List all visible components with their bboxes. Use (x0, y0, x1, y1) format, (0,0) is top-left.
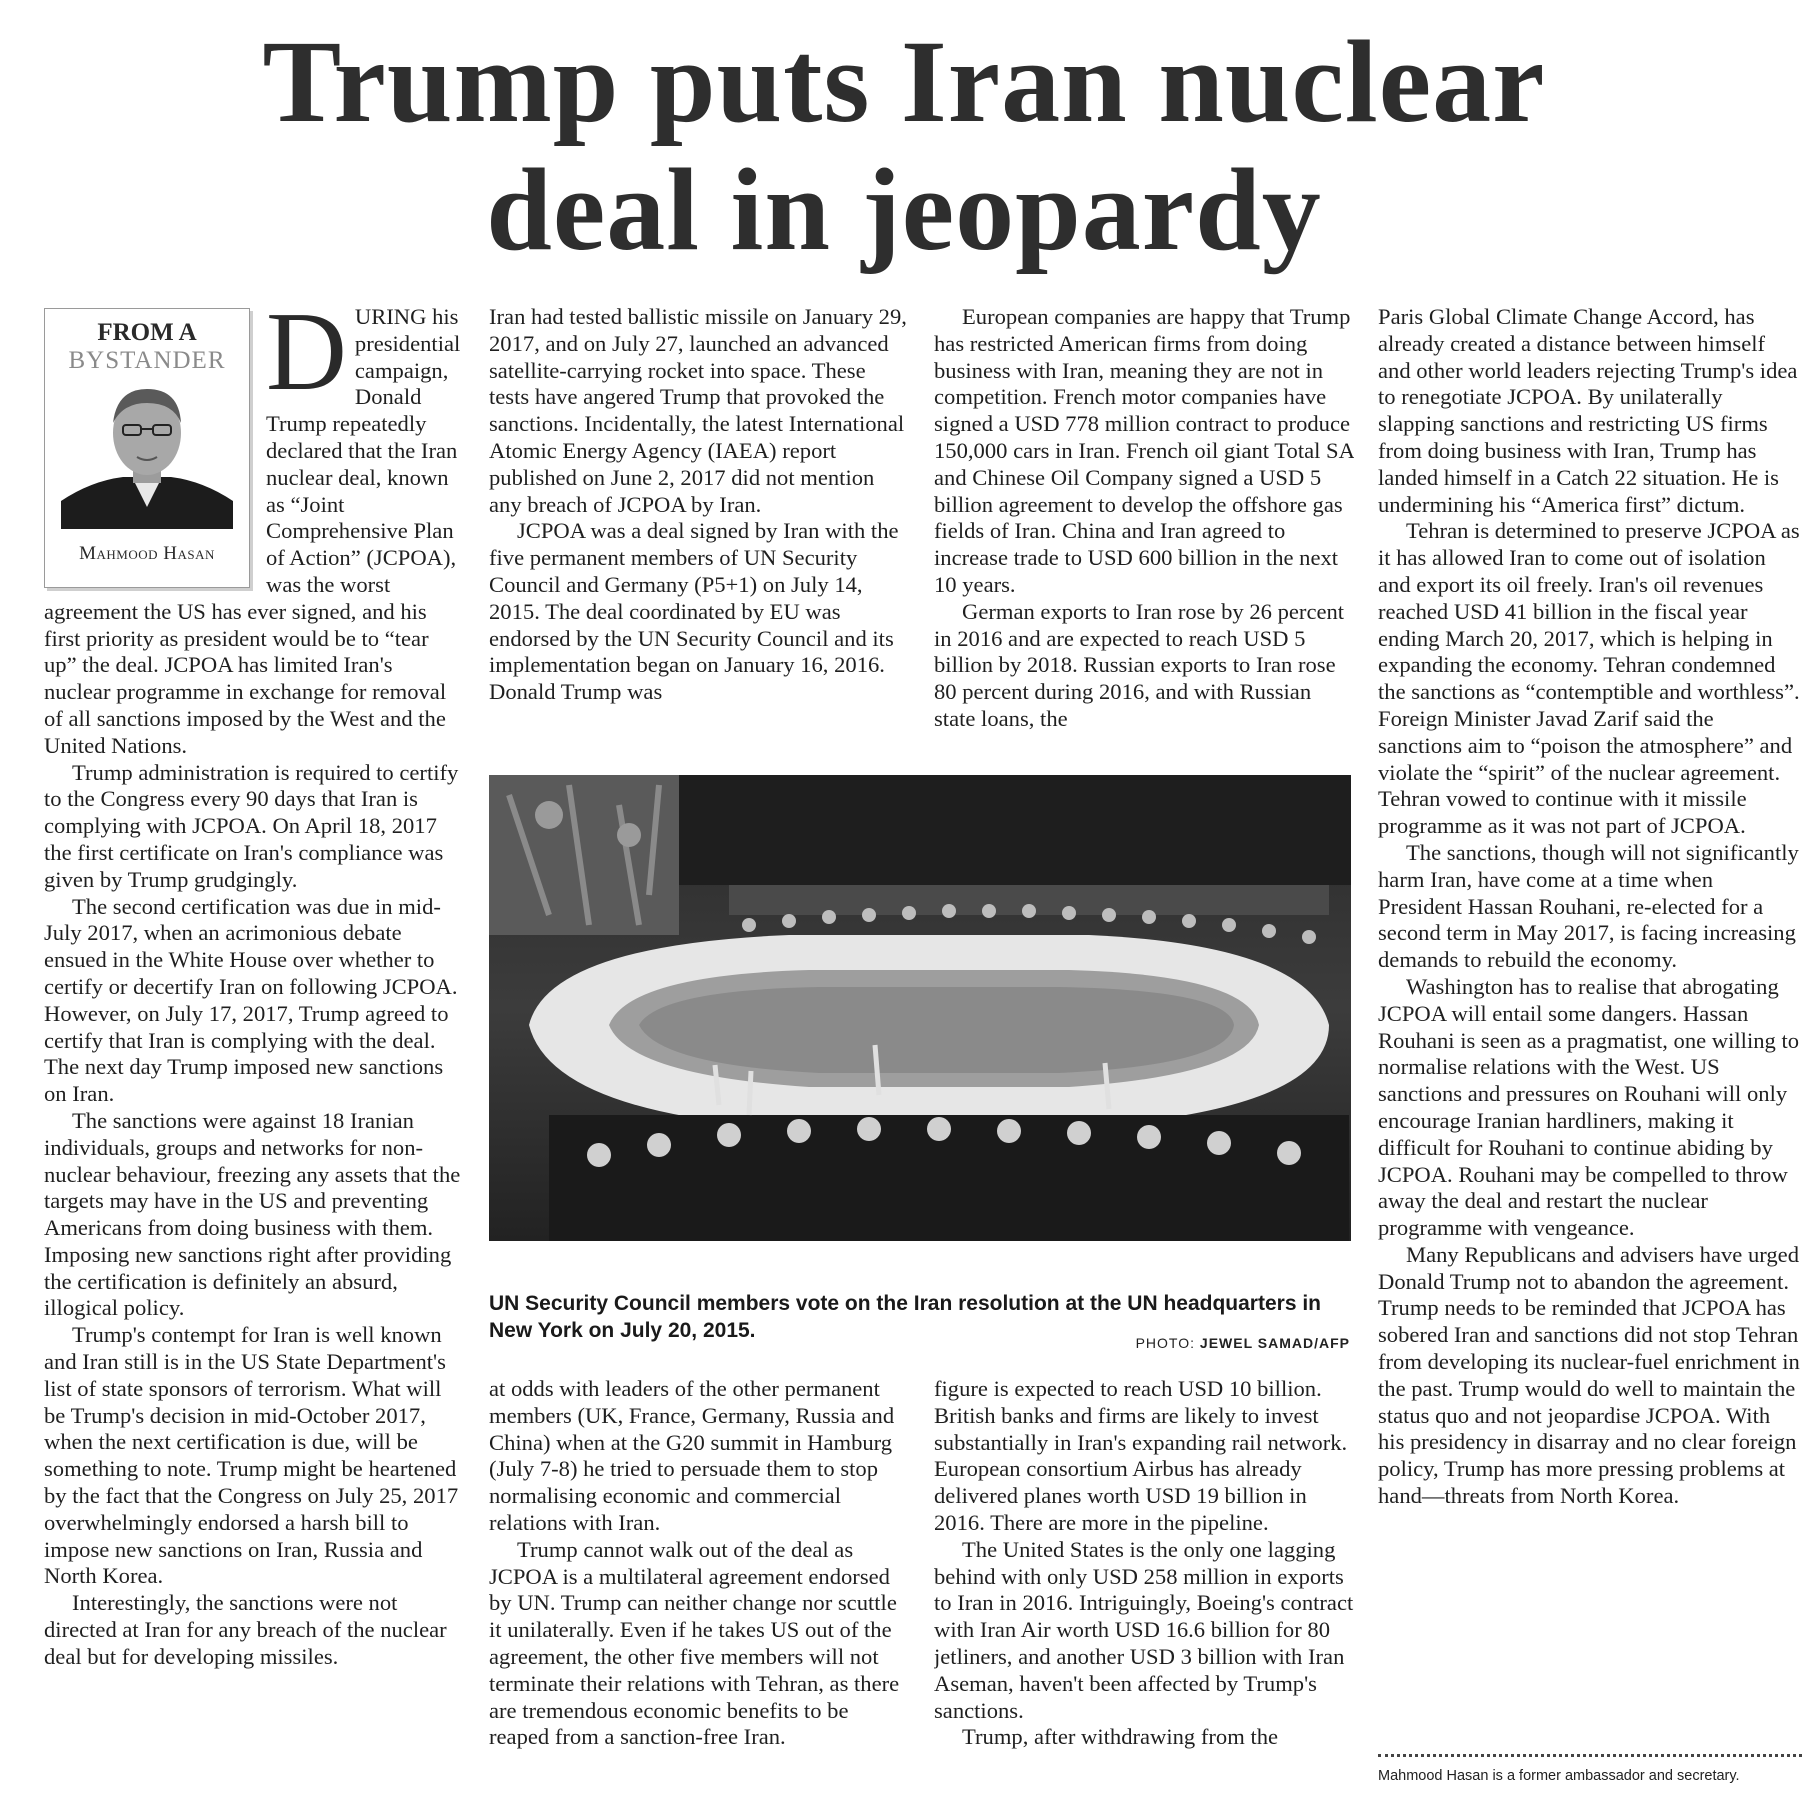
headline-line-2: deal in jeopardy (486, 144, 1322, 275)
col4-paragraph-2: Tehran is determined to preserve JCPOA as it has allowed Iran to come out of isolation and export its oil freely. Iran's oil revenues reached USD 41 billion in the fiscal year ending March 20, 2017, which is helping in expanding the economy. Tehran condemned the sanctions as “contemptible and worthless”. Foreign Minister Javad Zarif said the sanctions aim to “poison the atmosphere” and violate the “spirit” of the nuclear agreement. Tehran vowed to continue with it missile programme as it was not part of JCPOA. (1378, 518, 1800, 839)
col1-paragraph-5: Trump's contempt for Iran is well known and Iran still is in the US State Department's list of state sponsors of terrorism. What will be Trump's decision in mid-October 2017, when the next certification is due, will be something to note. Trump might be heartened by the fact that the Congress on July 25, 2017 overwhelmingly endorsed a harsh bill to impose new sanctions on Iran, Russia and North Korea. (44, 1322, 459, 1589)
photo-caption: UN Security Council members vote on the Iran resolution at the UN headquarters in New York on July 20, 2015. (489, 1292, 1321, 1342)
photo-credit-label: PHOTO: (1135, 1335, 1200, 1351)
article-column-3-top (934, 304, 1354, 764)
col4-paragraph-4: Washington has to realise that abrogating JCPOA will entail some dangers. Hassan Rouhani is seen as a pragmatist, one willing to normalise relations with the West. US sanctions and pressures on Rouhani will only encourage Iranian hardliners, making it difficult for Rouhani to continue abiding by JCPOA. Rouhani may be compelled to throw away the deal and restart the nuclear programme with vengeance. (1378, 973, 1800, 1241)
col2b-paragraph-2: Trump cannot walk out of the deal as JCPOA is a multilateral agreement endorsed by UN. Trump can neither change nor scuttle it unilaterally. Even if he takes US out of the agreement, the other five members will not terminate their relations with Tehran, as there are tremendous economic benefits to be reaped from a sanction-free Iran. (489, 1536, 900, 1750)
col3-paragraph-1: European companies are happy that Trump has restricted American firms from doing business with Iran, meaning they are not in competition. French motor companies have signed a USD 778 million contract to produce 150,000 cars in Iran. French oil giant Total SA and Chinese Oil Company signed a USD 5 billion agreement to develop the offshore gas fields of Iran. China and Iran agreed to increase trade to USD 600 billion in the next 10 years. (934, 304, 1354, 597)
article-column-2-bottom (489, 1376, 909, 1808)
photo-credit (1060, 1335, 1350, 1351)
col2-paragraph-2: JCPOA was a deal signed by Iran with the five permanent members of UN Security Council and Germany (P5+1) on July 14, 2015. The deal coordinated by EU was endorsed by the UN Security Council and its implementation began on January 16, 2016. Donald Trump was (489, 518, 899, 705)
article-column-3-bottom (934, 1376, 1354, 1808)
col1-paragraph-2: Trump administration is required to certify to the Congress every 90 days that Iran is complying with JCPOA. On April 18, 2017 the first certificate on Iran's compliance was given by Trump grudgingly. (44, 759, 459, 892)
col1-paragraph-3: The second certification was due in mid-July 2017, when an acrimonious debate ensued in the White House over whether to certify or decertify Iran on following JCPOA. However, on July 17, 2017, Trump agreed to certify that Iran is complying with the deal. The next day Trump imposed new sanctions on Iran. (44, 893, 458, 1107)
col1-paragraph-4: The sanctions were against 18 Iranian individuals, groups and networks for non-nuclear behaviour, freezing any assets that the targets may have in the US and preventing Americans from doing business with them. Imposing new sanctions right after providing the certification is definitely an absurd, illogical policy. (44, 1107, 461, 1321)
article-column-2-top (489, 304, 909, 764)
article-column-4 (1378, 304, 1802, 1744)
un-security-council-photo (489, 775, 1351, 1241)
byline-box (44, 308, 250, 588)
drop-cap: D (266, 304, 347, 414)
col3b-paragraph-2: The United States is the only one lagging behind with only USD 258 million in exports to Iran in 2016. Intriguingly, Boeing's contract with Iran Air worth USD 16.6 billion for 80 jetliners, and another USD 3 billion with Iran Aseman, haven't been affected by Trump's sanctions. (934, 1536, 1354, 1723)
author-footnote: Mahmood Hasan is a former ambassador and secretary. (1378, 1768, 1740, 1784)
footnote-divider (1378, 1754, 1802, 1757)
headline (0, 18, 1808, 274)
headline-line-1: Trump puts Iran nuclear (262, 16, 1546, 147)
col3b-paragraph-3: Trump, after withdrawing from the (962, 1724, 1279, 1750)
col4-paragraph-1: Paris Global Climate Change Accord, has already created a distance between himself and other world leaders rejecting Trump's idea to renegotiate JCPOA. By unilaterally slapping sanctions and restricting US firms from doing business with Iran, Trump has landed himself in a Catch 22 situation. He is undermining his “America first” dictum. (1378, 304, 1798, 517)
author-portrait (61, 383, 233, 529)
column-kicker-line-1: FROM A (97, 319, 197, 346)
column-kicker-line-2: BYSTANDER (68, 347, 226, 374)
col1-paragraph-6: Interestingly, the sanctions were not directed at Iran for any breach of the nuclear deal but for developing missiles. (44, 1590, 447, 1669)
col2-paragraph-1: Iran had tested ballistic missile on January 29, 2017, and on July 27, launched an advanced satellite-carrying rocket into space. These tests have angered Trump that provoked the sanctions. Incidentally, the latest International Atomic Energy Agency (IAEA) report published on June 2, 2017 did not mention any breach of JCPOA by Iran. (489, 304, 907, 517)
col4-paragraph-5: Many Republicans and advisers have urged Donald Trump not to abandon the agreement. Trump needs to be reminded that JCPOA has sobered Iran and sanctions did not stop Tehran from developing its nuclear-fuel enrichment in the past. Trump would do well to maintain the status quo and not jeopardise JCPOA. With his presidency in disarray and no clear foreign policy, Trump has more pressing problems at hand—threats from North Korea. (1378, 1241, 1800, 1509)
photo-credit-name: JEWEL SAMAD/AFP (1199, 1335, 1350, 1351)
col3b-paragraph-1: figure is expected to reach USD 10 billion. British banks and firms are likely to invest substantially in Iran's expanding rail network. European consortium Airbus has already delivered planes worth USD 19 billion in 2016. There are more in the pipeline. (934, 1376, 1348, 1535)
col4-paragraph-3: The sanctions, though will not significantly harm Iran, have come at a time when President Hassan Rouhani, re-elected for a second term in May 2017, is facing increasing demands to rebuild the economy. (1378, 839, 1799, 973)
col2b-paragraph-1: at odds with leaders of the other permanent members (UK, France, Germany, Russia and China) when at the G20 summit in Hamburg (July 7-8) he tried to persuade them to stop normalising economic and commercial relations with Iran. (489, 1376, 895, 1535)
col1-paragraph-1: URING his presidential campaign, Donald Trump repeatedly declared that the Iran nuclear deal, known as “Joint Comprehensive Plan of Action” (JCPOA), was the worst agreement the US has ever signed, and his first priority as president would be to “tear up” the deal. JCPOA has limited Iran's nuclear programme in exchange for removal of all sanctions imposed by the West and the United Nations. (44, 304, 461, 758)
article-column-1 (44, 304, 464, 1808)
col3-paragraph-2: German exports to Iran rose by 26 percent in 2016 and are expected to reach USD 5 billion by 2018. Russian exports to Iran rose 80 percent during 2016, and with Russian state loans, the (934, 598, 1345, 731)
author-name: Mahmood Hasan (79, 543, 215, 564)
